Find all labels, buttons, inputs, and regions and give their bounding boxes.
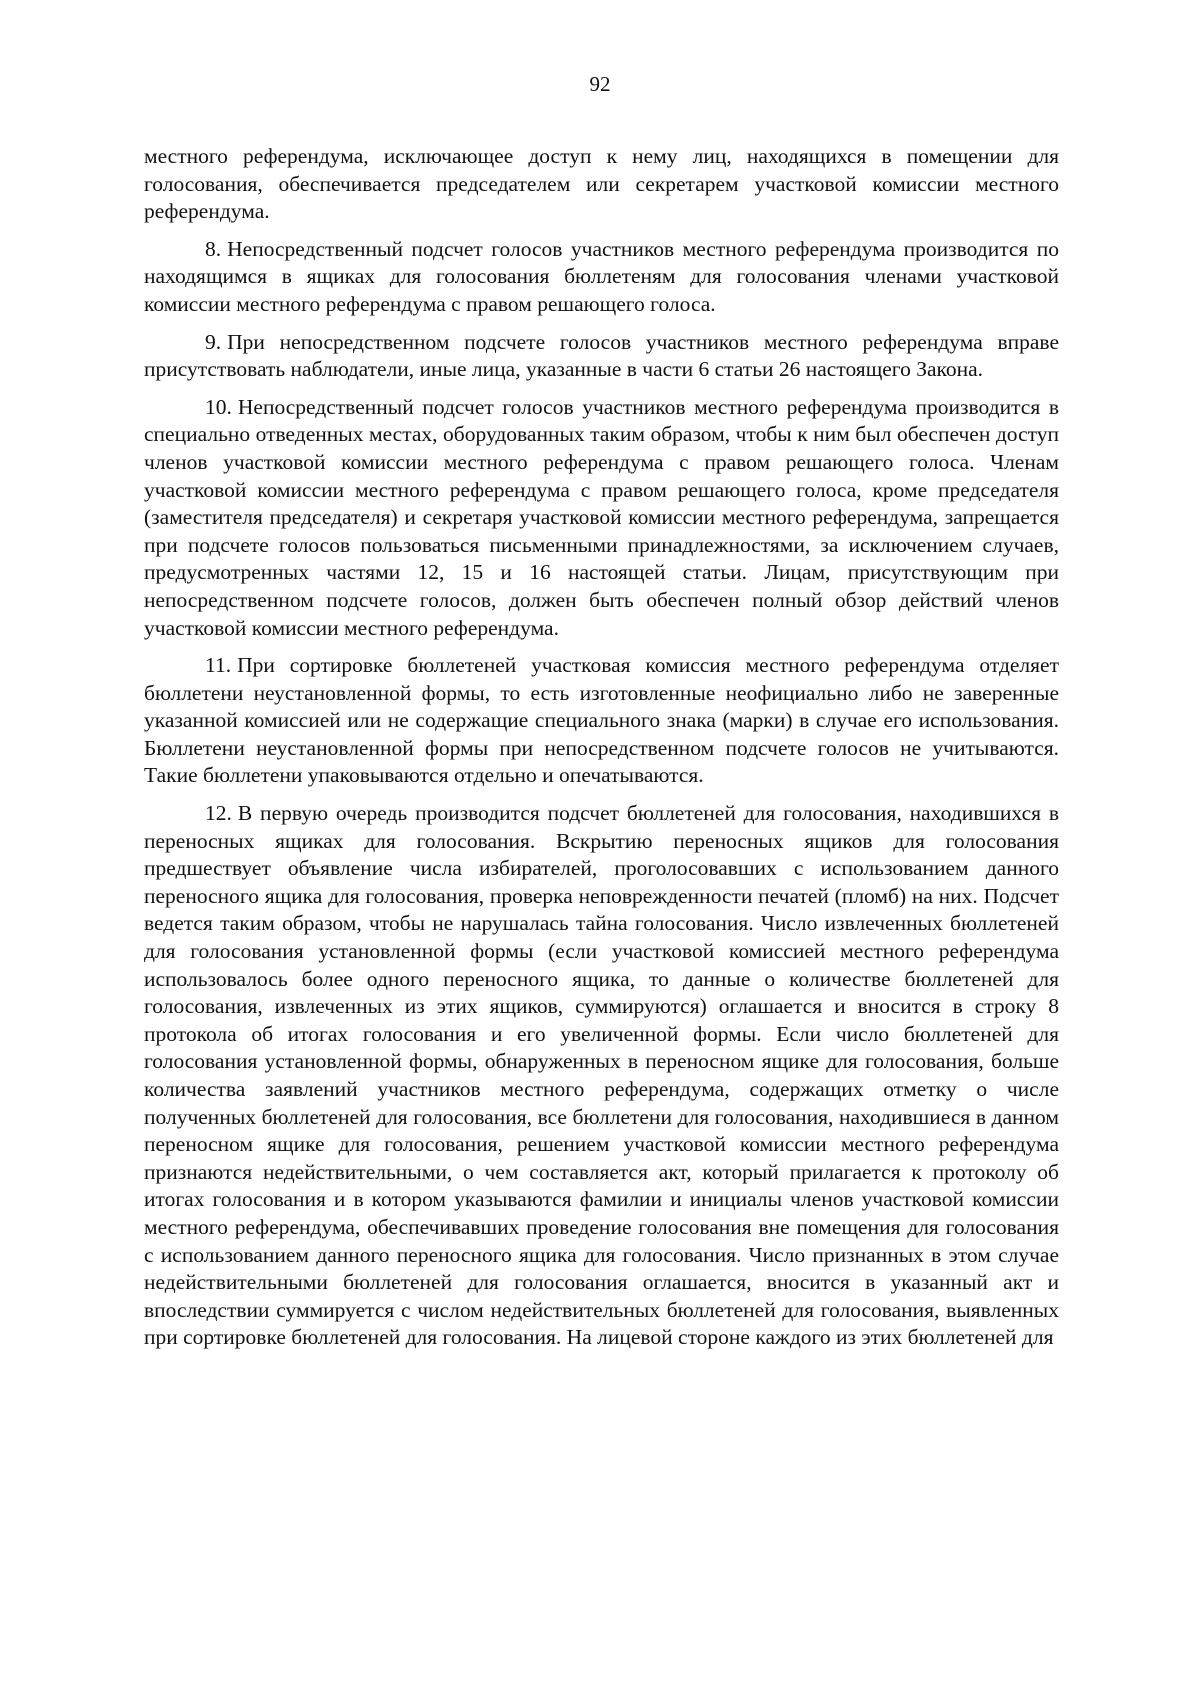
paragraph-8 (144, 236, 1059, 319)
paragraph-number: 8. (205, 236, 222, 261)
paragraph-text: При непосредственном подсчете голосов участников местного референдума вправе присутствовать наблюдатели, иные лица, указанные в части 6 статьи 26 настоящего Закона. (144, 329, 1059, 382)
paragraph-continuation (144, 143, 1059, 226)
paragraph-text: При сортировке бюллетеней участковая комиссия местного референдума отделяет бюллетени неустановленной формы, то есть изготовленные неофициально либо не заверенные указанной комиссией или не содержащие специального знака (марки) в случае его использования. Бюллетени неустановленной формы при непосредственном подсчете голосов не учитываются. Такие бюллетени упаковываются отдельно и опечатываются. (144, 653, 1059, 788)
paragraph-number: 10. (205, 394, 232, 419)
paragraph-10 (144, 394, 1059, 642)
paragraph-text: Непосредственный подсчет голосов участников местного референдума производится в специально отведенных местах, оборудованных таким образом, чтобы к ним был обеспечен доступ членов участковой комиссии местного референдума с правом решающего голоса. Членам участковой комиссии местного референдума с правом решающего голоса, кроме председателя (заместителя председателя) и секретаря участковой комиссии местного референдума, запрещается при подсчете голосов пользоваться письменными принадлежностями, за исключением случаев, предусмотренных частями 12, 15 и 16 настоящей статьи. Лицам, присутствующим при непосредственном подсчете голосов, должен быть обеспечен полный обзор действий членов участковой комиссии местного референдума. (144, 394, 1059, 640)
document-body (144, 143, 1059, 1362)
paragraph-11 (144, 652, 1059, 790)
paragraph-number: 9. (205, 329, 222, 354)
paragraph-number: 12. (205, 801, 232, 826)
paragraph-9 (144, 329, 1059, 384)
paragraph-number: 11. (205, 653, 232, 678)
paragraph-text: Непосредственный подсчет голосов участников местного референдума производится по находящимся в ящиках для голосования бюллетеням для голосования членами участковой комиссии местного референдума с правом решающего голоса. (144, 236, 1059, 316)
paragraph-text: В первую очередь производится подсчет бюллетеней для голосования, находившихся в переносных ящиках для голосования. Вскрытию переносных ящиков для голосования предшествует объявление числа избирателей, проголосовавших с использованием данного переносного ящика для голосования, проверка неповрежденности печатей (пломб) на них. Подсчет ведется таким образом, чтобы не нарушалась тайна голосования. Число извлеченных бюллетеней для голосования установленной формы (если участковой комиссией местного референдума использовалось более одного переносного ящика, то данные о количестве бюллетеней для голосования, извлеченных из этих ящиков, суммируются) оглашается и вносится в строку 8 протокола об итогах голосования и его увеличенной формы. Если число бюллетеней для голосования установленной формы, обнаруженных в переносном ящике для голосования, больше количества заявлений участников местного референдума, содержащих отметку о числе полученных бюллетеней для голосования, все бюллетени для голосования, находившиеся в данном переносном ящике для голосования, решением участковой комиссии местного референдума признаются недействительными, о чем составляется акт, который прилагается к протоколу об итогах голосования и в котором указываются фамилии и инициалы членов участковой комиссии местного референдума, обеспечивавших проведение голосования вне помещения для голосования с использованием данного переносного ящика для голосования. Число признанных в этом случае недействительными бюллетеней для голосования оглашается, вносится в указанный акт и впоследствии суммируется с числом недействительных бюллетеней для голосования, выявленных при сортировке бюллетеней для голосования. На лицевой стороне каждого из этих бюллетеней для (144, 801, 1059, 1350)
paragraph-12 (144, 800, 1059, 1352)
page-number: 92 (589, 72, 611, 96)
paragraph-text: местного референдума, исключающее доступ к нему лиц, находящихся в помещении для голосования, обеспечивается председателем или секретарем участковой комиссии местного референдума. (144, 144, 1059, 224)
